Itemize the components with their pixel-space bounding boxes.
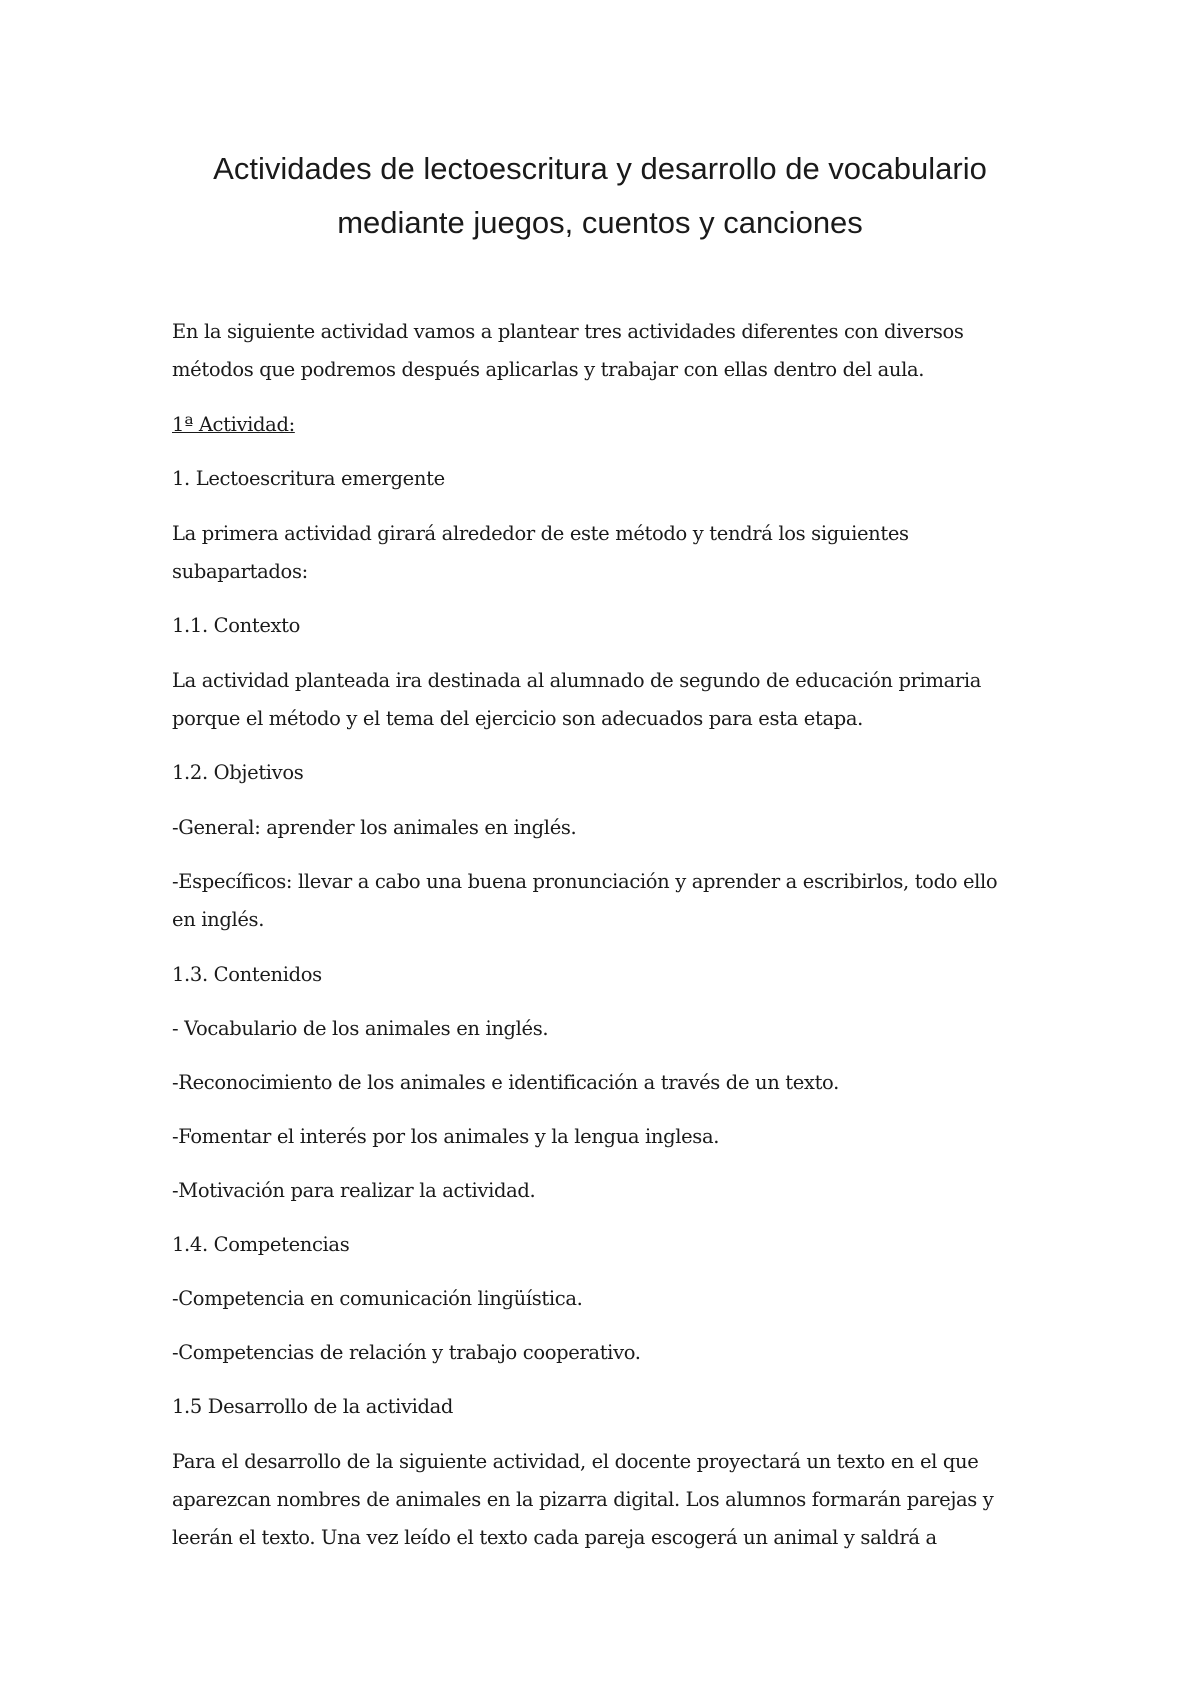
paragraph-line: porque el método y el tema del ejercicio son adecuados para esta etapa. [172, 707, 863, 730]
paragraph-line: aparezcan nombres de animales en la pizarra digital. Los alumnos formarán parejas y [172, 1488, 994, 1511]
title-line-1: Actividades de lectoescritura y desarrollo de vocabulario [213, 151, 987, 186]
section-heading-1-1: 1.1. Contexto [172, 614, 301, 637]
intro-line-2: métodos que podremos después aplicarlas y trabajar con ellas dentro del aula. [172, 358, 925, 381]
list-item: -General: aprender los animales en inglés. [172, 816, 577, 839]
list-item: -Específicos: llevar a cabo una buena pronunciación y aprender a escribirlos, todo ello [172, 870, 998, 893]
activity-heading: 1ª Actividad: [172, 413, 295, 436]
list-item: -Competencias de relación y trabajo cooperativo. [172, 1341, 641, 1364]
list-item: -Fomentar el interés por los animales y la lengua inglesa. [172, 1125, 720, 1148]
paragraph-line: leerán el texto. Una vez leído el texto cada pareja escogerá un animal y saldrá a [172, 1526, 937, 1549]
paragraph-line: subapartados: [172, 560, 308, 583]
paragraph-line: Para el desarrollo de la siguiente actividad, el docente proyectará un texto en el que [172, 1450, 979, 1473]
intro-line-1: En la siguiente actividad vamos a plantear tres actividades diferentes con diversos [172, 320, 964, 343]
list-item: -Motivación para realizar la actividad. [172, 1179, 536, 1202]
section-heading-1-3: 1.3. Contenidos [172, 963, 322, 986]
section-heading-1: 1. Lectoescritura emergente [172, 467, 445, 490]
title-line-2: mediante juegos, cuentos y canciones [337, 205, 863, 240]
list-item: -Reconocimiento de los animales e identificación a través de un texto. [172, 1071, 839, 1094]
document-title [0, 142, 1200, 250]
list-item: - Vocabulario de los animales en inglés. [172, 1017, 549, 1040]
section-heading-1-2: 1.2. Objetivos [172, 761, 304, 784]
section-heading-1-4: 1.4. Competencias [172, 1233, 350, 1256]
paragraph-line: La actividad planteada ira destinada al alumnado de segundo de educación primaria [172, 669, 981, 692]
section-heading-1-5: 1.5 Desarrollo de la actividad [172, 1395, 454, 1418]
list-item: -Competencia en comunicación lingüística. [172, 1287, 583, 1310]
list-item-continuation: en inglés. [172, 908, 265, 931]
paragraph-line: La primera actividad girará alrededor de este método y tendrá los siguientes [172, 522, 909, 545]
